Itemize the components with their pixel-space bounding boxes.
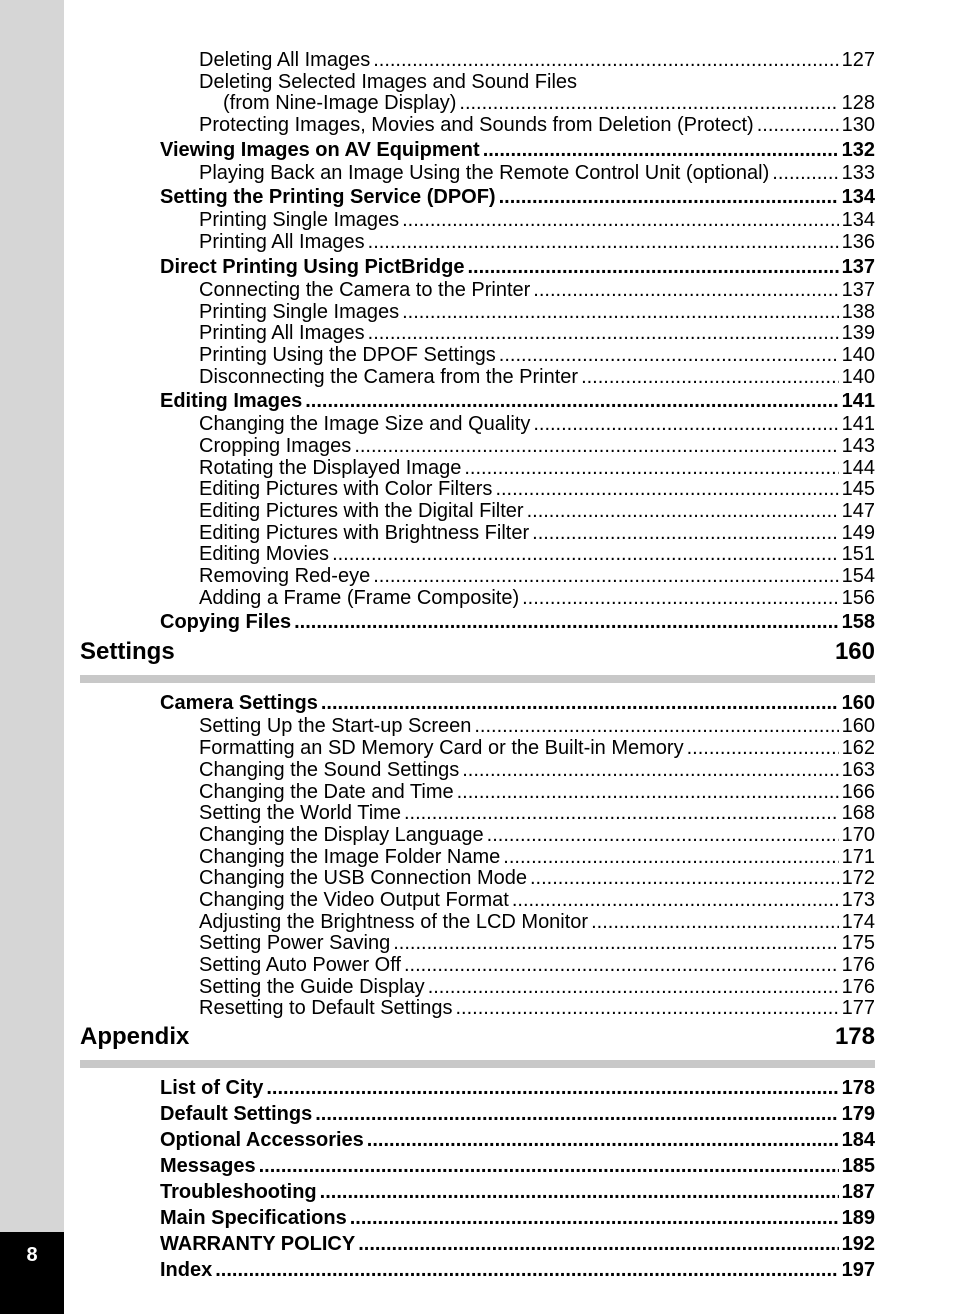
dot-leader: [315, 1102, 838, 1127]
page-sidebar: [0, 0, 64, 1314]
toc-entry[interactable]: [80, 367, 875, 389]
entry-page: 177: [841, 997, 875, 1020]
toc-entry[interactable]: [80, 912, 875, 934]
toc-entry-heading: Deleting Selected Images and Sound Files: [199, 70, 578, 93]
entry-page: 172: [841, 867, 875, 890]
entry-title: (from Nine-Image Display): [223, 92, 457, 115]
entry-page: 144: [841, 456, 875, 479]
dot-leader: [404, 803, 839, 825]
dot-leader: [503, 847, 838, 869]
entry-page: 185: [841, 1155, 875, 1178]
dot-leader: [467, 255, 838, 280]
dot-leader: [581, 367, 839, 389]
section-title: Appendix: [80, 1023, 190, 1051]
toc-entry[interactable]: [80, 803, 875, 825]
dot-leader: [332, 544, 839, 566]
entry-page: 137: [841, 278, 875, 301]
dot-leader: [495, 479, 838, 501]
toc-entry[interactable]: [80, 323, 875, 345]
dot-leader: [533, 414, 838, 436]
toc-entry-main[interactable]: [80, 1154, 875, 1179]
entry-page: 137: [841, 255, 875, 278]
entry-title: Camera Settings: [160, 692, 318, 715]
toc-entry[interactable]: [80, 280, 875, 302]
dot-leader: [532, 523, 838, 545]
entry-page: 139: [841, 322, 875, 345]
entry-title: Changing the Image Size and Quality: [199, 413, 531, 436]
entry-page: 162: [841, 737, 875, 760]
toc-entry[interactable]: [80, 825, 875, 847]
toc-entry[interactable]: [80, 479, 875, 501]
dot-leader: [474, 716, 838, 738]
entry-title: Printing All Images: [199, 322, 365, 345]
dot-leader: [687, 738, 839, 760]
dot-leader: [350, 1206, 839, 1231]
entry-title: WARRANTY POLICY: [160, 1233, 356, 1256]
toc-list-top: [80, 50, 875, 635]
dot-leader: [259, 1154, 839, 1179]
entry-title: Changing the Image Folder Name: [199, 845, 501, 868]
dot-leader: [530, 868, 839, 890]
toc-entry[interactable]: [80, 436, 875, 458]
toc-entry[interactable]: [80, 458, 875, 480]
dot-leader: [459, 93, 838, 115]
entry-title: Default Settings: [160, 1103, 313, 1126]
entry-title: Setting the Printing Service (DPOF): [160, 186, 496, 209]
toc-entry[interactable]: [80, 414, 875, 436]
entry-title: Setting Power Saving: [199, 932, 391, 955]
entry-page: 168: [841, 802, 875, 825]
dot-leader: [428, 977, 839, 999]
toc-entry-main[interactable]: [80, 1128, 875, 1153]
dot-leader: [772, 163, 838, 185]
entry-page: 127: [841, 49, 875, 71]
entry-page: 140: [841, 365, 875, 388]
entry-title: Editing Pictures with Color Filters: [199, 478, 493, 501]
entry-page: 160: [841, 715, 875, 738]
entry-page: 143: [841, 434, 875, 457]
entry-title: Index: [160, 1259, 213, 1282]
entry-title: Troubleshooting: [160, 1181, 317, 1204]
toc-entry-main[interactable]: [80, 1102, 875, 1127]
toc-entry-main[interactable]: [80, 138, 875, 163]
section-heading-appendix[interactable]: [80, 1022, 875, 1052]
toc-entry-main[interactable]: [80, 610, 875, 635]
entry-title: Resetting to Default Settings: [199, 997, 453, 1020]
toc-entry-main[interactable]: [80, 389, 875, 414]
dot-leader: [527, 501, 839, 523]
entry-page: 175: [841, 932, 875, 955]
dot-leader: [393, 933, 838, 955]
dot-leader: [368, 323, 839, 345]
dot-leader: [294, 610, 839, 635]
entry-title: Changing the Video Output Format: [199, 888, 509, 911]
toc-entry[interactable]: [80, 523, 875, 545]
dot-leader: [320, 1180, 839, 1205]
entry-page: 149: [841, 521, 875, 544]
toc-list-settings: [80, 691, 875, 1020]
entry-title: Deleting All Images: [199, 49, 371, 71]
toc-entry-main[interactable]: [80, 1206, 875, 1231]
entry-page: 133: [841, 161, 875, 184]
dot-leader: [757, 115, 839, 137]
entry-page: 145: [841, 478, 875, 501]
entry-title: Setting the World Time: [199, 802, 401, 825]
dot-leader: [533, 280, 838, 302]
dot-leader: [305, 389, 838, 414]
toc-entry-main[interactable]: [80, 691, 875, 716]
dot-leader: [215, 1258, 838, 1283]
dot-leader: [487, 825, 839, 847]
entry-title: Changing the USB Connection Mode: [199, 867, 527, 890]
dot-leader: [464, 458, 838, 480]
entry-title: Copying Files: [160, 611, 292, 634]
entry-page: 156: [841, 586, 875, 609]
section-heading-settings[interactable]: [80, 637, 875, 667]
dot-leader: [483, 138, 839, 163]
entry-title: Printing All Images: [199, 231, 365, 254]
toc-entry[interactable]: [80, 302, 875, 324]
entry-page: 158: [841, 611, 875, 634]
toc-entry[interactable]: [80, 716, 875, 738]
toc-list-appendix: [80, 1076, 875, 1283]
toc-entry[interactable]: [80, 501, 875, 523]
dot-leader: [499, 185, 839, 210]
entry-page: 160: [841, 692, 875, 715]
dot-leader: [462, 760, 838, 782]
dot-leader: [522, 588, 839, 610]
section-page: 178: [834, 1023, 875, 1051]
toc-entry[interactable]: [80, 847, 875, 869]
entry-title: Printing Using the DPOF Settings: [199, 343, 496, 366]
entry-page: 170: [841, 823, 875, 846]
entry-title: Editing Pictures with Brightness Filter: [199, 521, 530, 544]
dot-leader: [499, 345, 839, 367]
entry-page: 147: [841, 500, 875, 522]
entry-title: Viewing Images on AV Equipment: [160, 138, 480, 161]
entry-page: 138: [841, 300, 875, 323]
section-divider: [80, 1060, 875, 1068]
entry-page: 166: [841, 780, 875, 803]
toc-entry[interactable]: [80, 566, 875, 588]
dot-leader: [373, 50, 838, 72]
entry-title: Messages: [160, 1155, 256, 1178]
entry-page: 192: [841, 1233, 875, 1256]
toc-entry-main[interactable]: [80, 1232, 875, 1257]
toc-entry[interactable]: [80, 998, 875, 1020]
entry-page: 134: [841, 209, 875, 232]
entry-title: Optional Accessories: [160, 1129, 364, 1152]
entry-page: 176: [841, 975, 875, 998]
entry-title: Changing the Date and Time: [199, 780, 454, 803]
entry-page: 187: [841, 1181, 875, 1204]
toc-entry[interactable]: [80, 232, 875, 254]
toc-entry[interactable]: [80, 933, 875, 955]
section-title: Settings: [80, 638, 175, 666]
entry-title: Editing Images: [160, 390, 303, 413]
entry-title: Direct Printing Using PictBridge: [160, 255, 465, 278]
entry-title: Rotating the Displayed Image: [199, 456, 462, 479]
entry-title: Setting Up the Start-up Screen: [199, 715, 472, 738]
entry-title: Protecting Images, Movies and Sounds from Deletion (Protect): [199, 114, 754, 137]
entry-page: 141: [841, 390, 875, 413]
entry-title: List of City: [160, 1077, 264, 1100]
dot-leader: [266, 1076, 838, 1101]
entry-page: 136: [841, 231, 875, 254]
dot-leader: [321, 691, 839, 716]
toc-entry[interactable]: [80, 210, 875, 232]
toc-entry[interactable]: [80, 50, 875, 72]
entry-title: Formatting an SD Memory Card or the Built-in Memory: [199, 737, 684, 760]
dot-leader: [402, 302, 839, 324]
entry-page: 151: [841, 543, 875, 566]
dot-leader: [457, 782, 839, 804]
toc-entry[interactable]: [80, 93, 875, 115]
toc-content: [80, 50, 875, 1283]
toc-entry-main[interactable]: [80, 185, 875, 210]
section-page: 160: [834, 638, 875, 666]
entry-page: 184: [841, 1129, 875, 1152]
entry-title: Disconnecting the Camera from the Printer: [199, 365, 579, 388]
entry-page: 132: [841, 138, 875, 161]
toc-entry-main[interactable]: [80, 1180, 875, 1205]
dot-leader: [373, 566, 838, 588]
entry-page: 197: [841, 1259, 875, 1282]
dot-leader: [512, 890, 839, 912]
toc-entry[interactable]: [80, 163, 875, 185]
toc-entry-main[interactable]: [80, 255, 875, 280]
entry-page: 130: [841, 114, 875, 137]
dot-leader: [368, 232, 839, 254]
toc-entry[interactable]: [80, 955, 875, 977]
entry-page: 140: [841, 343, 875, 366]
page-number: 8: [26, 1244, 38, 1266]
toc-entry[interactable]: [80, 868, 875, 890]
entry-title: Playing Back an Image Using the Remote Control Unit (optional): [199, 161, 770, 184]
entry-page: 128: [841, 92, 875, 115]
toc-entry[interactable]: [80, 890, 875, 912]
entry-page: 154: [841, 565, 875, 588]
entry-page: 179: [841, 1103, 875, 1126]
entry-title: Setting Auto Power Off: [199, 954, 401, 976]
entry-page: 189: [841, 1207, 875, 1230]
dot-leader: [358, 1232, 838, 1257]
entry-title: Changing the Display Language: [199, 823, 484, 846]
entry-page: 174: [841, 910, 875, 933]
toc-entry[interactable]: [80, 115, 875, 137]
entry-page: 171: [841, 845, 875, 868]
toc-entry[interactable]: [80, 345, 875, 367]
toc-entry[interactable]: [80, 588, 875, 610]
entry-title: Changing the Sound Settings: [199, 758, 460, 781]
entry-title: Removing Red-eye: [199, 565, 371, 588]
entry-page: 176: [841, 954, 875, 976]
entry-page: 163: [841, 758, 875, 781]
entry-page: 141: [841, 413, 875, 436]
toc-entry-main[interactable]: [80, 1076, 875, 1101]
entry-title: Adding a Frame (Frame Composite): [199, 586, 520, 609]
dot-leader: [367, 1128, 839, 1153]
entry-title: Connecting the Camera to the Printer: [199, 278, 531, 301]
entry-title: Printing Single Images: [199, 300, 400, 323]
dot-leader: [591, 912, 839, 934]
dot-leader: [354, 436, 838, 458]
entry-title: Editing Movies: [199, 543, 330, 566]
entry-title: Printing Single Images: [199, 209, 400, 232]
toc-entry[interactable]: [80, 544, 875, 566]
dot-leader: [402, 210, 839, 232]
toc-entry[interactable]: [80, 760, 875, 782]
toc-entry[interactable]: [80, 738, 875, 760]
entry-title: Main Specifications: [160, 1207, 347, 1230]
toc-entry[interactable]: [80, 782, 875, 804]
entry-page: 178: [841, 1077, 875, 1100]
toc-entry[interactable]: [80, 977, 875, 999]
dot-leader: [455, 998, 838, 1020]
toc-entry-main[interactable]: [80, 1258, 875, 1283]
section-divider: [80, 675, 875, 683]
entry-page: 134: [841, 186, 875, 209]
entry-page: 173: [841, 888, 875, 911]
entry-title: Cropping Images: [199, 434, 352, 457]
entry-title: Editing Pictures with the Digital Filter: [199, 500, 524, 522]
entry-title: Setting the Guide Display: [199, 975, 425, 998]
dot-leader: [404, 955, 839, 977]
entry-title: Adjusting the Brightness of the LCD Monitor: [199, 910, 589, 933]
